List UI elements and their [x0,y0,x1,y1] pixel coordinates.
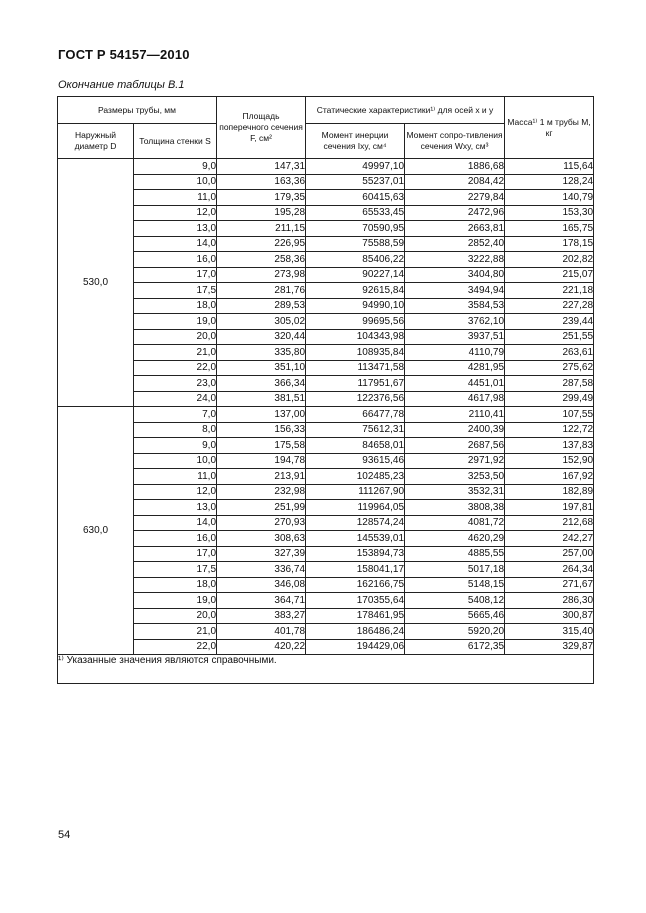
table-row [58,345,594,361]
table-row [58,407,594,423]
cell-area: 366,34 [217,376,306,392]
document-header: ГОСТ Р 54157—2010 [58,47,190,62]
table-row [58,500,594,516]
cell-wall-thickness: 13,0 [134,221,217,237]
cell-area: 194,78 [217,453,306,469]
cell-moment-resistance: 3494,94 [405,283,505,299]
cell-moment-inertia: 66477,78 [306,407,405,423]
cell-mass: 165,75 [505,221,594,237]
cell-moment-inertia: 162166,75 [306,577,405,593]
table-row [58,453,594,469]
cell-area: 226,95 [217,236,306,252]
cell-moment-resistance: 4110,79 [405,345,505,361]
cell-moment-resistance: 6172,35 [405,639,505,655]
table-row [58,515,594,531]
table-row [58,639,594,655]
cell-wall-thickness: 20,0 [134,608,217,624]
cell-wall-thickness: 17,5 [134,283,217,299]
cell-moment-inertia: 85406,22 [306,252,405,268]
header-wall-thickness: Толщина стенки S [134,124,217,159]
table-row [58,469,594,485]
cell-wall-thickness: 16,0 [134,531,217,547]
table-row [58,484,594,500]
cell-mass: 227,28 [505,298,594,314]
cell-moment-inertia: 90227,14 [306,267,405,283]
cell-wall-thickness: 16,0 [134,252,217,268]
cell-area: 336,74 [217,562,306,578]
header-moment-resistance: Момент сопро-тивления сечения Wxy, см³ [405,124,505,159]
table-row [58,174,594,190]
cell-wall-thickness: 11,0 [134,190,217,206]
cell-wall-thickness: 11,0 [134,469,217,485]
cell-moment-resistance: 3404,80 [405,267,505,283]
cell-moment-resistance: 5920,20 [405,624,505,640]
cell-wall-thickness: 22,0 [134,360,217,376]
table-row [58,236,594,252]
cell-area: 156,33 [217,422,306,438]
cell-mass: 182,89 [505,484,594,500]
cell-moment-resistance: 3584,53 [405,298,505,314]
cell-moment-inertia: 75612,31 [306,422,405,438]
table-row [58,438,594,454]
table-row [58,531,594,547]
cell-wall-thickness: 17,5 [134,562,217,578]
cell-wall-thickness: 21,0 [134,345,217,361]
cell-wall-thickness: 12,0 [134,484,217,500]
cell-wall-thickness: 10,0 [134,453,217,469]
cell-area: 383,27 [217,608,306,624]
table-row [58,577,594,593]
header-moment-inertia: Момент инерции сечения Ixy, см⁴ [306,124,405,159]
cell-moment-inertia: 117951,67 [306,376,405,392]
cell-mass: 153,30 [505,205,594,221]
cell-mass: 137,83 [505,438,594,454]
cell-wall-thickness: 19,0 [134,314,217,330]
cell-moment-inertia: 70590,95 [306,221,405,237]
cell-wall-thickness: 13,0 [134,500,217,516]
table-row [58,546,594,562]
cell-mass: 300,87 [505,608,594,624]
table-row [58,593,594,609]
cell-moment-inertia: 194429,06 [306,639,405,655]
cell-moment-inertia: 119964,05 [306,500,405,516]
cell-mass: 264,34 [505,562,594,578]
cell-area: 335,80 [217,345,306,361]
cell-moment-inertia: 108935,84 [306,345,405,361]
cell-mass: 315,40 [505,624,594,640]
cell-mass: 275,62 [505,360,594,376]
cell-wall-thickness: 21,0 [134,624,217,640]
cell-mass: 197,81 [505,500,594,516]
cell-moment-inertia: 111267,90 [306,484,405,500]
cell-mass: 221,18 [505,283,594,299]
cell-moment-resistance: 2687,56 [405,438,505,454]
cell-moment-resistance: 5665,46 [405,608,505,624]
cell-moment-resistance: 4617,98 [405,391,505,407]
table-row [58,267,594,283]
cell-area: 258,36 [217,252,306,268]
cell-mass: 140,79 [505,190,594,206]
cell-wall-thickness: 23,0 [134,376,217,392]
cell-mass: 263,61 [505,345,594,361]
data-table [57,96,594,684]
cell-area: 175,58 [217,438,306,454]
cell-moment-resistance: 2279,84 [405,190,505,206]
table-row [58,422,594,438]
header-static-characteristics: Статические характеристики¹⁾ для осей x и y [306,97,505,124]
cell-mass: 122,72 [505,422,594,438]
cell-moment-resistance: 2472,96 [405,205,505,221]
cell-mass: 202,82 [505,252,594,268]
cell-wall-thickness: 22,0 [134,639,217,655]
cell-moment-inertia: 113471,58 [306,360,405,376]
cell-mass: 251,55 [505,329,594,345]
cell-moment-inertia: 122376,56 [306,391,405,407]
header-area: Площадь поперечного сечения F, см² [217,97,306,159]
cell-moment-resistance: 3222,88 [405,252,505,268]
cell-area: 351,10 [217,360,306,376]
cell-area: 137,00 [217,407,306,423]
header-mass: Масса¹⁾ 1 м трубы M, кг [505,97,594,159]
cell-area: 420,22 [217,639,306,655]
cell-area: 270,93 [217,515,306,531]
cell-mass: 107,55 [505,407,594,423]
cell-wall-thickness: 10,0 [134,174,217,190]
cell-mass: 257,00 [505,546,594,562]
cell-wall-thickness: 9,0 [134,438,217,454]
cell-moment-resistance: 5408,12 [405,593,505,609]
cell-moment-resistance: 3937,51 [405,329,505,345]
cell-outer-diameter: 630,0 [58,407,134,655]
cell-mass: 287,58 [505,376,594,392]
cell-mass: 299,49 [505,391,594,407]
cell-moment-resistance: 2400,39 [405,422,505,438]
cell-wall-thickness: 14,0 [134,236,217,252]
cell-area: 147,31 [217,159,306,175]
table-row [58,624,594,640]
cell-mass: 286,30 [505,593,594,609]
cell-area: 308,63 [217,531,306,547]
cell-wall-thickness: 8,0 [134,422,217,438]
cell-mass: 178,15 [505,236,594,252]
table-row [58,283,594,299]
cell-moment-resistance: 4081,72 [405,515,505,531]
cell-moment-resistance: 2663,81 [405,221,505,237]
cell-moment-inertia: 55237,01 [306,174,405,190]
cell-moment-resistance: 5148,15 [405,577,505,593]
cell-moment-inertia: 49997,10 [306,159,405,175]
table-row [58,298,594,314]
cell-wall-thickness: 18,0 [134,577,217,593]
cell-area: 163,36 [217,174,306,190]
cell-moment-inertia: 128574,24 [306,515,405,531]
table-caption: Окончание таблицы В.1 [58,79,185,91]
cell-mass: 215,07 [505,267,594,283]
cell-mass: 271,67 [505,577,594,593]
cell-area: 305,02 [217,314,306,330]
cell-moment-resistance: 4885,55 [405,546,505,562]
table-row [58,376,594,392]
cell-moment-inertia: 170355,64 [306,593,405,609]
cell-moment-inertia: 92615,84 [306,283,405,299]
cell-mass: 128,24 [505,174,594,190]
cell-moment-inertia: 65533,45 [306,205,405,221]
cell-moment-resistance: 2852,40 [405,236,505,252]
cell-mass: 242,27 [505,531,594,547]
cell-wall-thickness: 12,0 [134,205,217,221]
cell-moment-resistance: 3253,50 [405,469,505,485]
table-row [58,608,594,624]
cell-moment-inertia: 186486,24 [306,624,405,640]
cell-area: 251,99 [217,500,306,516]
table-body [58,159,594,655]
cell-moment-resistance: 4620,29 [405,531,505,547]
cell-area: 213,91 [217,469,306,485]
cell-moment-resistance: 3808,38 [405,500,505,516]
cell-wall-thickness: 17,0 [134,267,217,283]
cell-moment-resistance: 5017,18 [405,562,505,578]
cell-area: 211,15 [217,221,306,237]
table-row [58,221,594,237]
header-outer-diameter: Наружный диаметр D [58,124,134,159]
cell-moment-inertia: 153894,73 [306,546,405,562]
cell-area: 232,98 [217,484,306,500]
cell-moment-inertia: 158041,17 [306,562,405,578]
cell-moment-inertia: 84658,01 [306,438,405,454]
cell-mass: 167,92 [505,469,594,485]
cell-mass: 115,64 [505,159,594,175]
table-row [58,205,594,221]
table-row [58,391,594,407]
cell-moment-resistance: 3762,10 [405,314,505,330]
cell-moment-inertia: 75588,59 [306,236,405,252]
cell-area: 381,51 [217,391,306,407]
cell-moment-resistance: 2971,92 [405,453,505,469]
cell-moment-inertia: 93615,46 [306,453,405,469]
page-number: 54 [58,829,71,841]
header-pipe-dims: Размеры трубы, мм [58,97,217,124]
cell-wall-thickness: 17,0 [134,546,217,562]
cell-wall-thickness: 24,0 [134,391,217,407]
table-row [58,314,594,330]
cell-area: 401,78 [217,624,306,640]
cell-area: 289,53 [217,298,306,314]
table-row [58,360,594,376]
cell-wall-thickness: 9,0 [134,159,217,175]
cell-moment-inertia: 94990,10 [306,298,405,314]
cell-area: 179,35 [217,190,306,206]
cell-wall-thickness: 20,0 [134,329,217,345]
cell-moment-resistance: 4451,01 [405,376,505,392]
cell-moment-inertia: 145539,01 [306,531,405,547]
table-row [58,159,594,175]
cell-mass: 212,68 [505,515,594,531]
table-row [58,190,594,206]
cell-wall-thickness: 14,0 [134,515,217,531]
cell-outer-diameter: 530,0 [58,159,134,407]
cell-moment-resistance: 2110,41 [405,407,505,423]
cell-area: 281,76 [217,283,306,299]
table-row [58,562,594,578]
cell-mass: 152,90 [505,453,594,469]
cell-moment-inertia: 60415,63 [306,190,405,206]
cell-moment-inertia: 102485,23 [306,469,405,485]
table-row [58,329,594,345]
cell-wall-thickness: 18,0 [134,298,217,314]
cell-area: 273,98 [217,267,306,283]
cell-area: 327,39 [217,546,306,562]
cell-area: 320,44 [217,329,306,345]
cell-mass: 329,87 [505,639,594,655]
cell-moment-inertia: 104343,98 [306,329,405,345]
cell-moment-inertia: 178461,95 [306,608,405,624]
cell-moment-inertia: 99695,56 [306,314,405,330]
cell-area: 364,71 [217,593,306,609]
cell-moment-resistance: 4281,95 [405,360,505,376]
cell-wall-thickness: 7,0 [134,407,217,423]
cell-wall-thickness: 19,0 [134,593,217,609]
cell-moment-resistance: 2084,42 [405,174,505,190]
cell-moment-resistance: 3532,31 [405,484,505,500]
cell-area: 346,08 [217,577,306,593]
cell-moment-resistance: 1886,68 [405,159,505,175]
table-row [58,252,594,268]
cell-mass: 239,44 [505,314,594,330]
table-footnote: ¹⁾ Указанные значения являются справочными. [58,655,594,684]
cell-area: 195,28 [217,205,306,221]
